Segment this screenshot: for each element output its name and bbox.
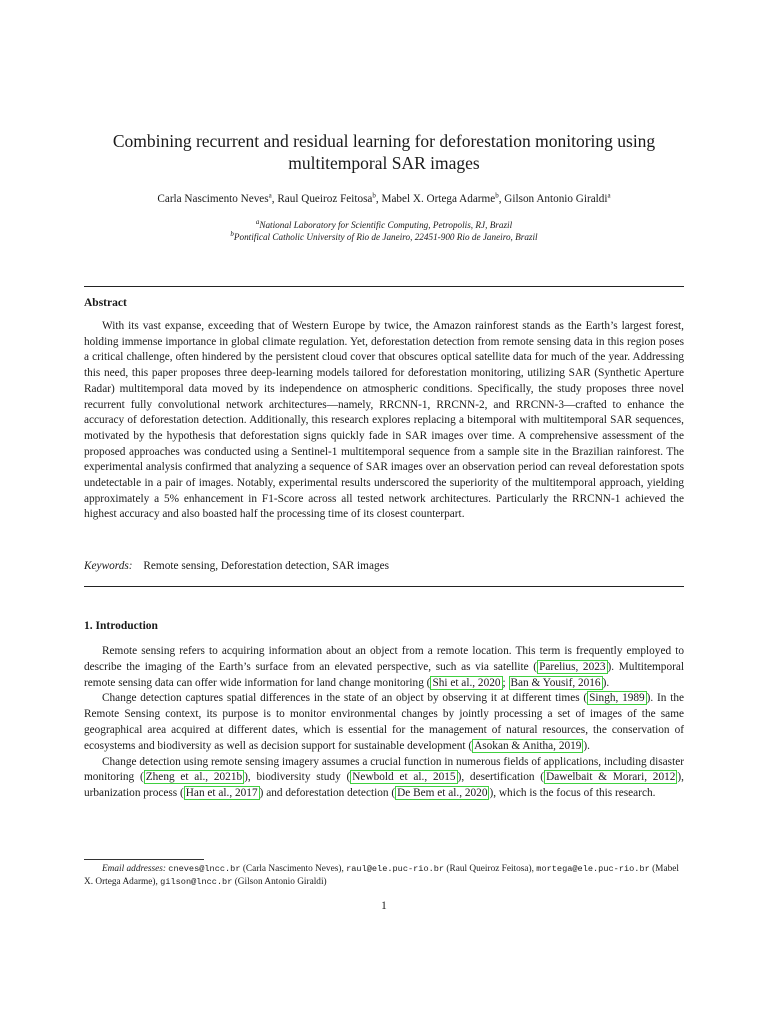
affiliation: $^a$National Laboratory for Scientific Computing, Petropolis, RJ, Brazil [255, 217, 513, 230]
citation-link[interactable]: Parelius, 2023 [539, 660, 606, 673]
author: Gilson Antonio Giraldi$^a$ [504, 191, 611, 205]
author-list: Carla Nascimento Neves$^a$, Raul Queiroz Feitosa$^b$, Mabel X. Ortega Adarme$^b$, Gilson Antonio Giraldi$^a$ [157, 191, 611, 205]
email-owner: (Gilson Antonio Giraldi) [234, 876, 327, 887]
introduction-body [84, 644, 684, 802]
abstract-heading: Abstract [84, 297, 127, 309]
keywords [84, 560, 389, 572]
paragraph-text: ), which is the focus of this research. [489, 787, 656, 800]
footnote-rule [84, 859, 204, 860]
email-link[interactable]: raul@ele.puc-rio.br [346, 864, 445, 874]
paragraph-text: ). [602, 676, 610, 689]
citation-link[interactable]: Zheng et al., 2021b [145, 771, 243, 784]
email-link[interactable]: mortega@ele.puc-rio.br [536, 864, 650, 874]
intro-paragraph [84, 644, 684, 691]
citation-link[interactable]: Dawelbait & Morari, 2012 [546, 771, 676, 784]
citation-link[interactable]: Singh, 1989 [589, 692, 645, 705]
author: Raul Queiroz Feitosa$^b$ [277, 191, 376, 205]
footnote-label: Email addresses: [102, 864, 166, 874]
paragraph-text: Change detection captures spatial differences in the state of an object by observing it at different times ( [102, 692, 588, 705]
affiliation-list [60, 219, 708, 243]
email-owner: (Raul Queiroz Feitosa) [446, 864, 532, 874]
abstract-top-rule [84, 286, 684, 287]
paragraph-text: Remote sensing refers to acquiring information about an object from a remote location. This term is frequently employed to describe the imaging of the Earth’s surface from an elevated perspective, such as via satellite ( [84, 645, 684, 673]
email-link[interactable]: cneves@lncc.br [168, 864, 241, 874]
citation-link[interactable]: Han et al., 2017 [185, 787, 258, 800]
section-heading-introduction: 1. Introduction [84, 620, 158, 632]
paper-title: Combining recurrent and residual learning for deforestation monitoring using multitemporal SAR images [112, 131, 656, 173]
author: Carla Nascimento Neves$^a$ [157, 191, 272, 205]
citation-link[interactable]: De Bem et al., 2020 [397, 787, 488, 800]
email-owner: (Carla Nascimento Neves) [242, 864, 342, 874]
citation-link[interactable]: Shi et al., 2020 [432, 676, 501, 689]
paragraph-text: ; [502, 676, 509, 689]
paragraph-text: ), biodiversity study ( [244, 771, 351, 784]
citation-link[interactable]: Ban & Yousif, 2016 [510, 676, 601, 689]
paragraph-text: ), urbanization process ( [84, 771, 684, 800]
intro-paragraph [84, 755, 684, 802]
intro-paragraph [84, 691, 684, 754]
keywords-text: Remote sensing, Deforestation detection, SAR images [143, 560, 390, 572]
citation-link[interactable]: Newbold et al., 2015 [352, 771, 456, 784]
paragraph-text: ) and deforestation detection ( [259, 787, 396, 800]
author: Mabel X. Ortega Adarme$^b$ [381, 191, 499, 205]
paragraph-text: Change detection using remote sensing imagery assumes a crucial function in numerous fields of applications, including disaster monitoring ( [84, 755, 684, 784]
paragraph-text: ). Multitemporal remote sensing data can offer wide information for land change monitoring ( [84, 660, 685, 689]
email-link[interactable]: gilson@lncc.br [160, 876, 233, 887]
email-footnote: Email addresses: cneves@lncc.br (Carla Nascimento Neves), raul@ele.puc-rio.br (Raul Queiroz Feitosa), mortega@ele.puc-rio.br (Mabel X. Ortega Adarme), gilson@lncc.br (Gilson Antonio Giraldi) [84, 864, 679, 887]
abstract-bottom-rule [84, 586, 684, 587]
paragraph-text: ). [583, 739, 591, 752]
citation-link[interactable]: Asokan & Anitha, 2019 [474, 739, 582, 752]
paragraph-text: ). In the Remote Sensing context, its purpose is to monitor environmental changes by jointly processing a set of images of the same geographical area acquired at different dates, which is essential for the management of natural resources, the conservation of ecosystems and biodiversity as well as decision support for sustainable development ( [84, 692, 684, 752]
page-number: 1 [381, 900, 387, 912]
affiliation: $^b$Pontifical Catholic University of Rio de Janeiro, 22451-900 Rio de Janeiro, Brazil [230, 229, 538, 242]
keywords-label: Keywords: [84, 560, 133, 572]
abstract-text: With its vast expanse, exceeding that of Western Europe by twice, the Amazon rainforest stands as the Earth’s largest forest, holding immense importance in global climate regulation. Yet, deforestation detection from remote sensing data in this region poses a critical challenge, often hindered by the persistent cloud cover that obscures optical satellite data for much of the year. Addressing this need, this paper proposes three deep-learning models tailored for deforestation monitoring, utilizing SAR (Synthetic Aperture Radar) multitemporal data moved by its independence on atmospheric conditions. Specifically, the study proposes three novel recurrent fully convolutional network architectures—namely, RRCNN-1, RRCNN-2, and RRCNN-3—crafted to enhance the accuracy of deforestation detection. Additionally, this research explores replacing a bitemporal with multitemporal SAR sequences, motivated by the hypothesis that deforestation signs quickly fade in SAR images over time. A comprehensive assessment of the proposed approaches was conducted using a Sentinel-1 multitemporal sequence from a sample site in the Brazilian rainforest. The experimental analysis confirmed that analyzing a sequence of SAR images over an observation period can reveal deforestation spots undetectable in a pair of images. Notably, experimental results underscored the superiority of the multitemporal approach, yielding approximately a 5% enhancement in F1-Score across all tested network architectures. Particularly the RRCNN-1 achieved the highest accuracy and also boasted half the processing time of its closest counterpart. [84, 320, 684, 521]
paragraph-text: ), desertification ( [457, 771, 545, 784]
email-owner: (Mabel X. Ortega Adarme) [84, 864, 679, 887]
